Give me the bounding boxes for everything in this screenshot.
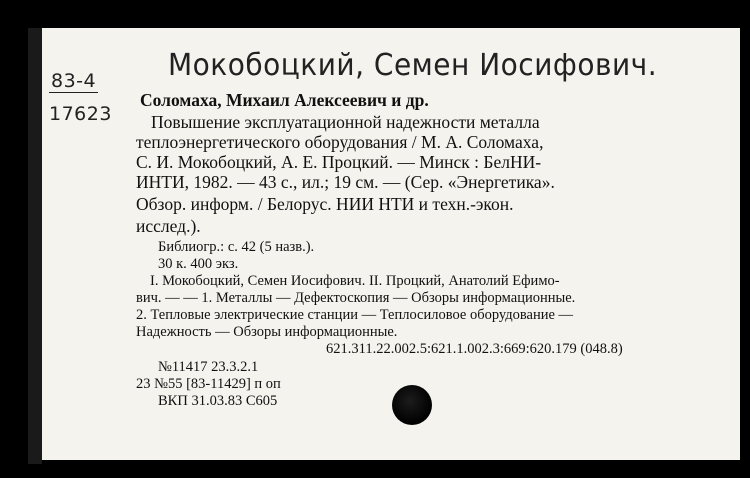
shelf-mark-bottom: 17623	[49, 103, 112, 125]
body-line: теплоэнергетического оборудования / М. А. Соломаха,	[136, 132, 544, 152]
tracing-line: 2. Тепловые электрические станции — Теплосиловое оборудование —	[136, 307, 574, 323]
main-author: Соломаха, Михаил Алексеевич и др.	[140, 90, 429, 110]
body-line: С. И. Мокобоцкий, А. Е. Процкий. — Минск : БелНИ-	[136, 152, 542, 172]
registry-line: 23 №55 [83-11429] п оп	[136, 376, 281, 392]
body-line: ИНТИ, 1982. — 43 с., ил.; 19 см. — (Сер. «Энергетика».	[136, 172, 555, 192]
tracing-line: Надежность — Обзоры информационные.	[136, 324, 398, 340]
udc-index: 621.311.22.002.5:621.1.002.3:669:620.179 (048.8)	[326, 341, 623, 357]
body-line: Повышение эксплуатационной надежности металла	[151, 112, 540, 132]
registry-line: №11417 23.3.2.1	[158, 359, 259, 375]
punch-hole	[392, 385, 432, 425]
scan-border-bottom	[42, 460, 740, 478]
tracing-line: I. Мокобоцкий, Семен Иосифович. II. Процкий, Анатолий Ефимо-	[150, 273, 560, 289]
body-line: исслед.).	[136, 216, 201, 236]
shelf-mark-top: 83-4	[51, 70, 97, 92]
price-note: 30 к. 400 экз.	[158, 256, 239, 272]
bibliography-note: Библиогр.: с. 42 (5 назв.).	[158, 239, 315, 255]
body-line: Обзор. информ. / Белорус. НИИ НТИ и техн.-экон.	[136, 194, 514, 214]
tracing-line: вич. — — 1. Металлы — Дефектоскопия — Обзоры информационные.	[136, 290, 576, 306]
handwritten-author: Мокобоцкий, Семен Иосифович.	[168, 47, 658, 83]
registry-line: ВКП 31.03.83 С605	[158, 393, 278, 409]
